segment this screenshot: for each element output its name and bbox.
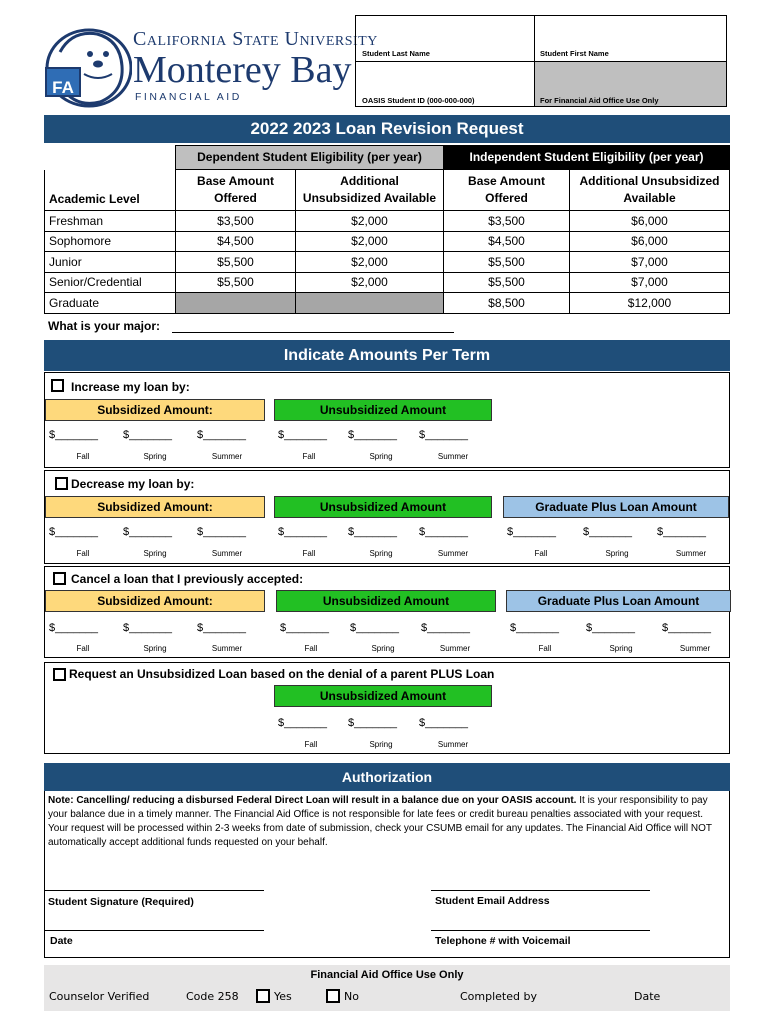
- code-label: Code 258: [186, 990, 239, 1003]
- table-row: Senior/Credential $5,500 $2,000 $5,500 $7,000: [45, 272, 730, 293]
- seal-initials: FA: [52, 78, 74, 97]
- increase-checkbox[interactable]: [51, 379, 64, 392]
- sub-spring-input[interactable]: $_______: [123, 429, 172, 441]
- sub-summer-input[interactable]: $_______: [197, 526, 246, 538]
- major-label: What is your major:: [48, 319, 161, 333]
- dependent-header: Dependent Student Eligibility (per year): [176, 146, 444, 170]
- counselor-verified-label: Counselor Verified: [49, 990, 150, 1003]
- unsub-summer-input[interactable]: $_______: [421, 622, 470, 634]
- email-label: Student Email Address: [435, 895, 550, 907]
- unsub-fall-input[interactable]: $_______: [278, 526, 327, 538]
- grad-fall-input[interactable]: $_______: [507, 526, 556, 538]
- office-use-panel: [44, 965, 730, 1011]
- grad-spring-input[interactable]: $_______: [583, 526, 632, 538]
- table-row: Graduate $8,500 $12,000: [45, 293, 730, 314]
- logo-campus-name: Monterey Bay: [133, 49, 352, 91]
- unsubsidized-header: Unsubsidized Amount: [276, 590, 496, 612]
- unsub-fall-input[interactable]: $_______: [278, 717, 327, 729]
- unsubsidized-header: Unsubsidized Amount: [274, 685, 492, 707]
- sub-spring-input[interactable]: $_______: [123, 622, 172, 634]
- office-use-title: Financial Aid Office Use Only: [310, 969, 464, 981]
- logo-department: FINANCIAL AID: [135, 91, 242, 103]
- increase-section: Increase my loan by: Subsidized Amount: Unsubsidized Amount $_______ $_______ $_______ $_______ $_______ $_______ Fall Spring Summer Fall Spring Summer: [44, 372, 730, 468]
- eligibility-table: [44, 145, 730, 314]
- request-label: Request an Unsubsidized Loan based on the denial of a parent PLUS Loan: [69, 667, 495, 681]
- grad-summer-input[interactable]: $_______: [662, 622, 711, 634]
- oasis-id-field[interactable]: OASIS Student ID (000-000-000): [362, 96, 475, 105]
- table-row: Sophomore $4,500 $2,000 $4,500 $6,000: [45, 231, 730, 252]
- logo-university-name: California State University: [133, 28, 378, 50]
- student-last-name-field[interactable]: Student Last Name: [362, 49, 430, 58]
- cancel-label: Cancel a loan that I previously accepted:: [71, 572, 304, 586]
- decrease-section: Decrease my loan by: Subsidized Amount: Unsubsidized Amount Graduate Plus Loan Amount $_______ $_______ $_______ $_______ $_______ $_______ $_______ $_______ $_______ Fall Spring Summer Fall Spring Summer Fall Spring Summer: [44, 470, 730, 564]
- independent-header: Independent Student Eligibility (per year): [444, 146, 730, 170]
- dep-base-header: Base Amount Offered: [176, 170, 296, 211]
- sub-fall-input[interactable]: $_______: [49, 429, 98, 441]
- sub-fall-input[interactable]: $_______: [49, 526, 98, 538]
- request-section: Request an Unsubsidized Loan based on the denial of a parent PLUS Loan Unsubsidized Amount $_______ $_______ $_______ Fall Spring Summer: [44, 662, 730, 754]
- office-date-label: Date: [634, 990, 661, 1003]
- yes-checkbox[interactable]: [256, 989, 270, 1003]
- student-first-name-field[interactable]: Student First Name: [540, 49, 609, 58]
- authorization-note: Note: Cancelling/ reducing a disbursed Federal Direct Loan will result in a balance due on your OASIS account. It is your responsibility to pay your balance due in a timely manner. The Financial Aid Office is not responsible for late fees or credit bureau penalties associated with your request. Your request will be processed within 2-3 weeks from date of submission, check your CSUMB email for any updates. The Financial Aid Office will NOT automatically accept additional funds requested on your behalf.: [48, 795, 712, 848]
- decrease-checkbox[interactable]: [55, 477, 68, 490]
- sub-summer-input[interactable]: $_______: [197, 622, 246, 634]
- unsub-summer-input[interactable]: $_______: [419, 717, 468, 729]
- request-checkbox[interactable]: [53, 668, 66, 681]
- signature-label: Student Signature (Required): [48, 896, 194, 908]
- grad-fall-input[interactable]: $_______: [510, 622, 559, 634]
- phone-line[interactable]: [431, 930, 650, 931]
- student-id-box: [355, 15, 727, 107]
- academic-level-header: Academic Level: [45, 170, 176, 211]
- sub-fall-input[interactable]: $_______: [49, 622, 98, 634]
- indep-additional-header: Additional Unsubsidized Available: [570, 170, 730, 211]
- grad-plus-header: Graduate Plus Loan Amount: [506, 590, 731, 612]
- office-use-label: For Financial Aid Office Use Only: [540, 96, 659, 105]
- amounts-title: Indicate Amounts Per Term: [44, 340, 730, 371]
- sub-spring-input[interactable]: $_______: [123, 526, 172, 538]
- cancel-section: Cancel a loan that I previously accepted: Subsidized Amount: Unsubsidized Amount Graduate Plus Loan Amount $_______ $_______ $_______ $_______ $_______ $_______ $_______ $_______ $_______ Fall Spring Summer Fall Spring Summer Fall Spring Summer: [44, 566, 730, 658]
- unsub-spring-input[interactable]: $_______: [348, 429, 397, 441]
- unsub-summer-input[interactable]: $_______: [419, 429, 468, 441]
- subsidized-header: Subsidized Amount:: [45, 590, 265, 612]
- signature-line[interactable]: [44, 890, 264, 891]
- unsub-summer-input[interactable]: $_______: [419, 526, 468, 538]
- unsub-spring-input[interactable]: $_______: [348, 717, 397, 729]
- unsub-spring-input[interactable]: $_______: [350, 622, 399, 634]
- no-checkbox[interactable]: [326, 989, 340, 1003]
- unsub-fall-input[interactable]: $_______: [280, 622, 329, 634]
- subsidized-header: Subsidized Amount:: [45, 399, 265, 421]
- phone-label: Telephone # with Voicemail: [435, 935, 571, 947]
- table-row: Freshman $3,500 $2,000 $3,500 $6,000: [45, 211, 730, 232]
- indep-base-header: Base Amount Offered: [444, 170, 570, 211]
- major-input[interactable]: [172, 332, 454, 333]
- unsubsidized-header: Unsubsidized Amount: [274, 496, 492, 518]
- sub-summer-input[interactable]: $_______: [197, 429, 246, 441]
- date-label: Date: [50, 935, 73, 947]
- date-line[interactable]: [44, 930, 264, 931]
- grad-spring-input[interactable]: $_______: [586, 622, 635, 634]
- unsub-fall-input[interactable]: $_______: [278, 429, 327, 441]
- authorization-title: Authorization: [44, 763, 730, 791]
- increase-label: Increase my loan by:: [71, 380, 190, 394]
- grad-plus-header: Graduate Plus Loan Amount: [503, 496, 729, 518]
- subsidized-header: Subsidized Amount:: [45, 496, 265, 518]
- no-label: No: [344, 990, 359, 1003]
- decrease-label: Decrease my loan by:: [71, 477, 195, 491]
- cancel-checkbox[interactable]: [53, 572, 66, 585]
- unsubsidized-header: Unsubsidized Amount: [274, 399, 492, 421]
- grad-summer-input[interactable]: $_______: [657, 526, 706, 538]
- yes-label: Yes: [274, 990, 292, 1003]
- email-line[interactable]: [431, 890, 650, 891]
- unsub-spring-input[interactable]: $_______: [348, 526, 397, 538]
- form-title: 2022 2023 Loan Revision Request: [44, 115, 730, 143]
- completed-by-label: Completed by: [460, 990, 537, 1003]
- table-row: Junior $5,500 $2,000 $5,500 $7,000: [45, 252, 730, 273]
- dep-additional-header: Additional Unsubsidized Available: [296, 170, 444, 211]
